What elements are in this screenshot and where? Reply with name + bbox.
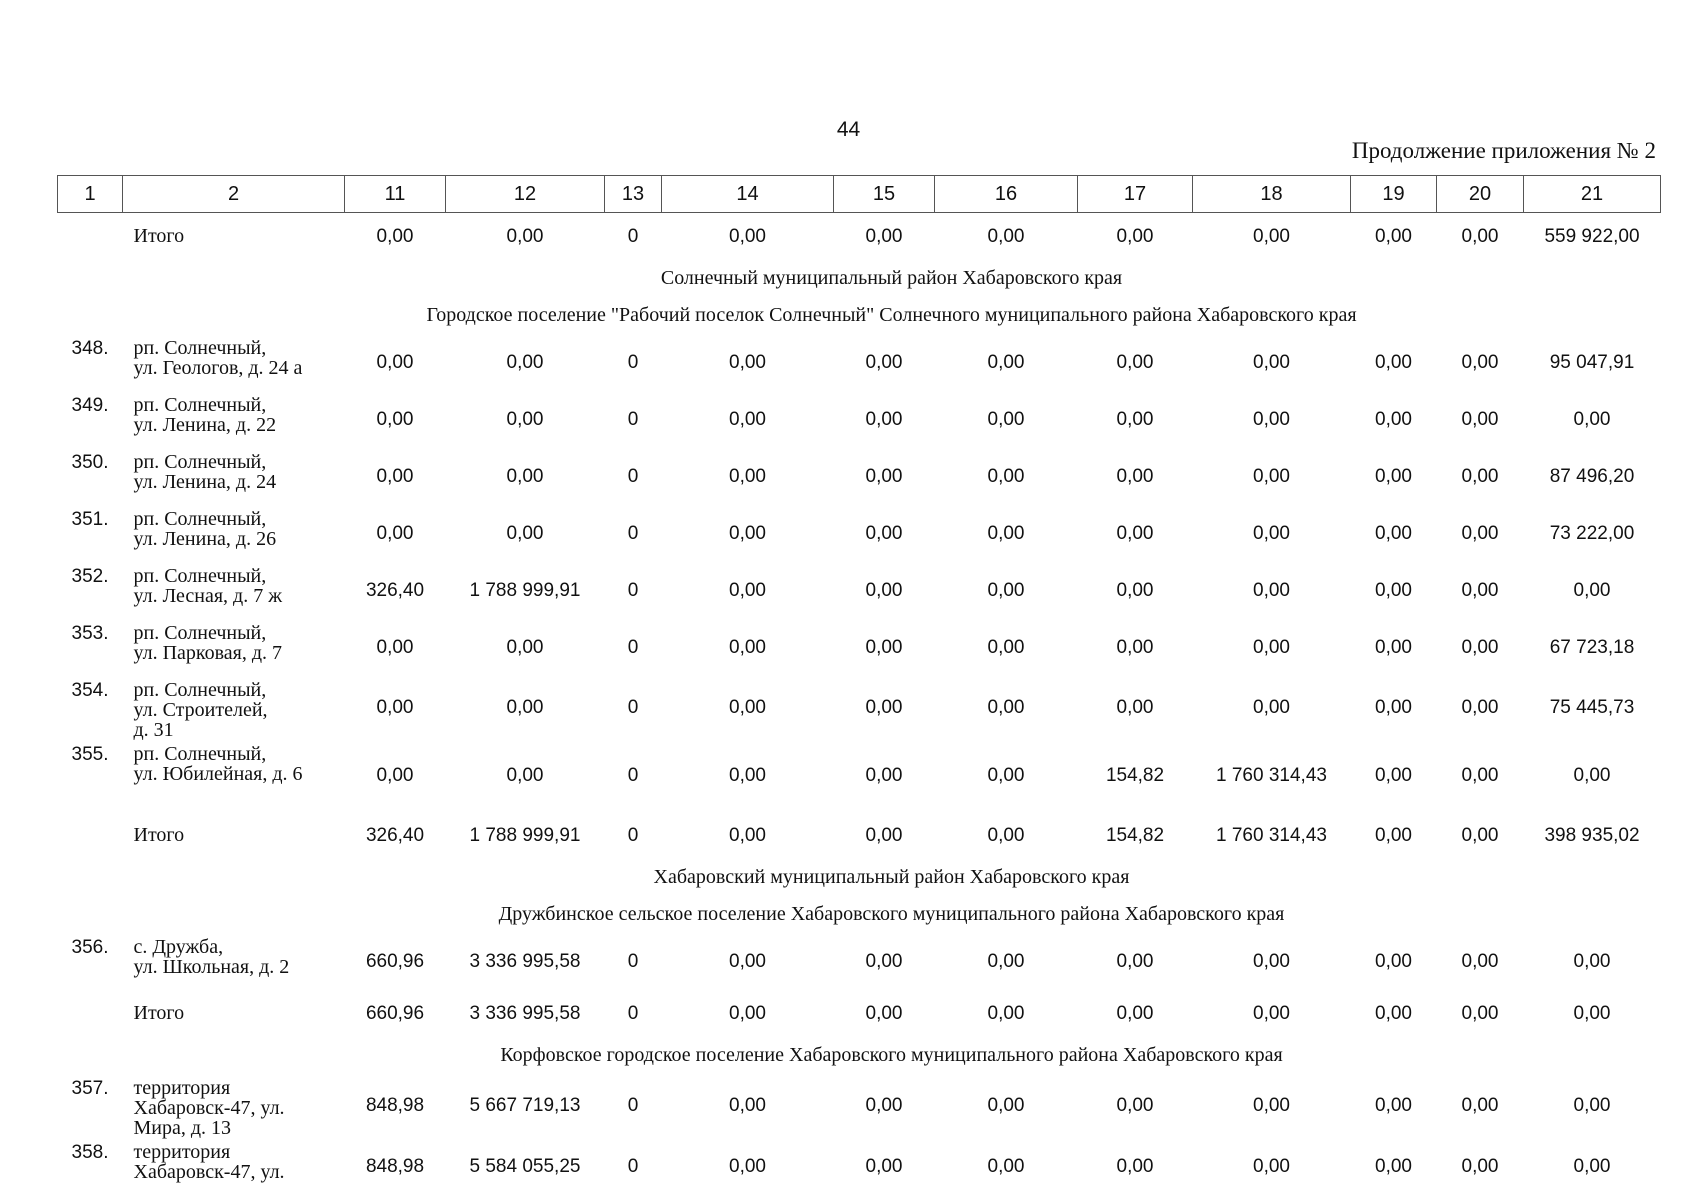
section-title: Солнечный муниципальный район Хабаровского края <box>660 267 1123 289</box>
value-cell: 0,00 <box>376 351 414 373</box>
address-cell: рп. Солнечный, ул. Юбилейная, д. 6 <box>133 743 303 785</box>
value-cell: 0,00 <box>1375 408 1412 430</box>
value-cell: 67 723,18 <box>1549 636 1635 658</box>
address-cell: с. Дружба, ул. Школьная, д. 2 <box>133 936 290 978</box>
column-header: 15 <box>834 176 935 213</box>
value-cell: 0,00 <box>1253 522 1290 544</box>
value-cell: 0,00 <box>376 465 414 487</box>
value-cell: 0,00 <box>1253 465 1290 487</box>
value-cell: 0,00 <box>1116 465 1154 487</box>
value-cell: 75 445,73 <box>1549 697 1635 718</box>
value-cell: 0,00 <box>729 522 766 544</box>
value-cell: 0,00 <box>865 765 903 786</box>
value-cell: 0,00 <box>1375 1155 1412 1177</box>
value-cell: 0,00 <box>1116 225 1154 247</box>
value-cell: 0,00 <box>376 765 414 786</box>
value-cell: 0,00 <box>1253 408 1290 430</box>
value-cell: 0,00 <box>1461 225 1499 247</box>
value-cell: 0,00 <box>506 522 544 544</box>
address-cell: территория Хабаровск-47, ул. Мира, д. 13 <box>133 1077 285 1139</box>
value-cell: 0 <box>627 697 639 718</box>
value-cell: 0,00 <box>1573 408 1611 430</box>
value-cell: 87 496,20 <box>1549 465 1635 487</box>
value-cell: 660,96 <box>365 950 425 972</box>
appendix-table <box>57 175 1661 1195</box>
row-number: 352. <box>71 566 109 587</box>
table-row <box>58 562 1661 619</box>
total-row <box>58 990 1661 1037</box>
table-row <box>58 1138 1661 1195</box>
value-cell: 0,00 <box>865 465 903 487</box>
column-header: 1 <box>58 176 123 213</box>
value-cell: 0,00 <box>1253 950 1290 972</box>
value-cell: 0,00 <box>987 1002 1025 1024</box>
value-cell: 0,00 <box>1375 225 1412 247</box>
address-cell: территория Хабаровск-47, ул. <box>133 1141 285 1183</box>
value-cell: 0,00 <box>1253 1155 1290 1177</box>
value-cell: 0 <box>627 522 639 544</box>
table-row <box>58 334 1661 391</box>
value-cell: 0,00 <box>1253 636 1290 658</box>
value-cell: 0,00 <box>729 636 766 658</box>
value-cell: 0,00 <box>729 824 766 846</box>
value-cell: 0 <box>627 351 639 373</box>
table-row <box>58 448 1661 505</box>
value-cell: 0,00 <box>987 1155 1025 1177</box>
value-cell: 559 922,00 <box>1544 225 1640 247</box>
row-number: 348. <box>71 338 109 359</box>
value-cell: 0,00 <box>506 408 544 430</box>
value-cell: 0,00 <box>987 697 1025 718</box>
value-cell: 326,40 <box>365 824 425 846</box>
column-header: 13 <box>605 176 662 213</box>
value-cell: 0,00 <box>987 636 1025 658</box>
column-header: 19 <box>1351 176 1437 213</box>
value-cell: 0,00 <box>1573 1155 1611 1177</box>
value-cell: 0,00 <box>506 636 544 658</box>
value-cell: 0,00 <box>729 950 766 972</box>
value-cell: 0,00 <box>376 225 414 247</box>
value-cell: 5 584 055,25 <box>469 1155 581 1177</box>
column-header: 12 <box>446 176 605 213</box>
column-number-header-row <box>58 176 1661 213</box>
value-cell: 0,00 <box>1573 1095 1611 1116</box>
value-cell: 95 047,91 <box>1549 351 1635 373</box>
value-cell: 0 <box>627 1002 639 1024</box>
value-cell: 0,00 <box>506 765 544 786</box>
value-cell: 0,00 <box>1375 522 1412 544</box>
value-cell: 0,00 <box>1253 1095 1290 1116</box>
value-cell: 0,00 <box>1461 1002 1499 1024</box>
value-cell: 0,00 <box>729 765 766 786</box>
page-number: 44 <box>836 118 861 141</box>
value-cell: 0,00 <box>987 225 1025 247</box>
column-header: 20 <box>1437 176 1524 213</box>
total-label: Итого <box>133 1002 185 1024</box>
value-cell: 0,00 <box>729 1095 766 1116</box>
value-cell: 0,00 <box>376 697 414 718</box>
value-cell: 0,00 <box>987 408 1025 430</box>
value-cell: 0,00 <box>1375 636 1412 658</box>
value-cell: 0,00 <box>729 1002 766 1024</box>
value-cell: 0,00 <box>1116 1155 1154 1177</box>
value-cell: 0 <box>627 950 639 972</box>
value-cell: 0,00 <box>865 522 903 544</box>
row-number: 358. <box>71 1142 109 1163</box>
address-cell: рп. Солнечный, ул. Ленина, д. 26 <box>133 508 277 550</box>
value-cell: 0,00 <box>1375 765 1412 786</box>
value-cell: 73 222,00 <box>1549 522 1635 544</box>
value-cell: 0,00 <box>1375 1002 1412 1024</box>
value-cell: 0,00 <box>1375 824 1412 846</box>
value-cell: 0,00 <box>1375 579 1412 601</box>
value-cell: 0 <box>627 465 639 487</box>
value-cell: 0,00 <box>1573 579 1611 601</box>
column-header: 11 <box>345 176 446 213</box>
row-number: 351. <box>71 509 109 530</box>
value-cell: 0,00 <box>865 950 903 972</box>
value-cell: 848,98 <box>365 1095 425 1116</box>
value-cell: 0,00 <box>1116 351 1154 373</box>
value-cell: 0,00 <box>1461 765 1499 786</box>
address-cell: рп. Солнечный, ул. Строителей, д. 31 <box>133 679 268 741</box>
value-cell: 0 <box>627 636 639 658</box>
total-label: Итого <box>133 225 185 247</box>
section-title: Дружбинское сельское поселение Хабаровского муниципального района Хабаровского края <box>498 903 1285 925</box>
value-cell: 0,00 <box>987 465 1025 487</box>
row-number: 354. <box>71 680 109 701</box>
value-cell: 0,00 <box>1116 579 1154 601</box>
value-cell: 0,00 <box>987 1095 1025 1116</box>
row-number: 350. <box>71 452 109 473</box>
value-cell: 0,00 <box>1375 1095 1412 1116</box>
value-cell: 154,82 <box>1105 765 1165 786</box>
value-cell: 0 <box>627 765 639 786</box>
value-cell: 0,00 <box>1375 351 1412 373</box>
value-cell: 0,00 <box>865 824 903 846</box>
value-cell: 326,40 <box>365 579 425 601</box>
value-cell: 0,00 <box>1573 1002 1611 1024</box>
value-cell: 0,00 <box>987 522 1025 544</box>
value-cell: 0,00 <box>729 1155 766 1177</box>
value-cell: 1 760 314,43 <box>1216 765 1327 786</box>
section-title: Хабаровский муниципальный район Хабаровского края <box>653 866 1130 888</box>
value-cell: 0,00 <box>729 225 766 247</box>
value-cell: 0,00 <box>1461 1095 1499 1116</box>
value-cell: 0,00 <box>376 636 414 658</box>
value-cell: 0,00 <box>1573 950 1611 972</box>
value-cell: 0,00 <box>506 351 544 373</box>
value-cell: 0,00 <box>1375 950 1412 972</box>
value-cell: 398 935,02 <box>1544 824 1640 846</box>
section-heading-row <box>58 896 1661 933</box>
total-row <box>58 213 1661 261</box>
value-cell: 0,00 <box>1573 765 1611 786</box>
value-cell: 0 <box>627 225 639 247</box>
value-cell: 0,00 <box>729 408 766 430</box>
value-cell: 0,00 <box>1375 465 1412 487</box>
value-cell: 0,00 <box>1461 1155 1499 1177</box>
section-heading-row <box>58 297 1661 334</box>
row-number: 355. <box>71 744 109 765</box>
column-header: 18 <box>1193 176 1351 213</box>
value-cell: 0 <box>627 1155 639 1177</box>
value-cell: 0,00 <box>1461 351 1499 373</box>
total-row <box>58 812 1661 859</box>
value-cell: 0,00 <box>1461 636 1499 658</box>
value-cell: 0,00 <box>865 225 903 247</box>
value-cell: 0,00 <box>376 522 414 544</box>
value-cell: 0,00 <box>1461 824 1499 846</box>
value-cell: 0,00 <box>1253 1002 1290 1024</box>
value-cell: 0,00 <box>1116 636 1154 658</box>
column-header: 2 <box>123 176 345 213</box>
value-cell: 154,82 <box>1105 824 1165 846</box>
row-number: 353. <box>71 623 109 644</box>
value-cell: 0 <box>627 1095 639 1116</box>
value-cell: 0,00 <box>865 1155 903 1177</box>
section-heading-row <box>58 859 1661 896</box>
column-header: 21 <box>1524 176 1661 213</box>
table-body <box>58 213 1661 1196</box>
table-row <box>58 505 1661 562</box>
value-cell: 0,00 <box>865 1095 903 1116</box>
value-cell: 1 760 314,43 <box>1216 824 1327 846</box>
section-heading-row <box>58 260 1661 297</box>
value-cell: 0,00 <box>1116 697 1154 718</box>
value-cell: 0,00 <box>1461 408 1499 430</box>
value-cell: 1 788 999,91 <box>469 824 581 846</box>
table-row <box>58 933 1661 990</box>
value-cell: 0,00 <box>1116 1002 1154 1024</box>
value-cell: 0,00 <box>1461 522 1499 544</box>
value-cell: 0,00 <box>506 697 544 718</box>
value-cell: 0,00 <box>987 579 1025 601</box>
address-cell: рп. Солнечный, ул. Парковая, д. 7 <box>133 622 283 664</box>
address-cell: рп. Солнечный, ул. Лесная, д. 7 ж <box>133 565 283 607</box>
value-cell: 0,00 <box>506 465 544 487</box>
table-row <box>58 391 1661 448</box>
value-cell: 0,00 <box>729 351 766 373</box>
value-cell: 3 336 995,58 <box>469 1002 581 1024</box>
table-row <box>58 619 1661 676</box>
value-cell: 0,00 <box>1461 579 1499 601</box>
table-row <box>58 676 1661 740</box>
table-row <box>58 1074 1661 1138</box>
value-cell: 0,00 <box>1116 522 1154 544</box>
row-number: 349. <box>71 395 109 416</box>
section-title: Городское поселение "Рабочий поселок Солнечный" Солнечного муниципального района Хабаровского края <box>426 304 1357 326</box>
value-cell: 0,00 <box>1253 225 1290 247</box>
column-header: 17 <box>1078 176 1193 213</box>
column-header: 16 <box>935 176 1078 213</box>
address-cell: рп. Солнечный, ул. Геологов, д. 24 а <box>133 337 303 379</box>
value-cell: 0,00 <box>865 636 903 658</box>
address-cell: рп. Солнечный, ул. Ленина, д. 22 <box>133 394 277 436</box>
section-title: Корфовское городское поселение Хабаровского муниципального района Хабаровского края <box>500 1044 1283 1066</box>
value-cell: 0 <box>627 579 639 601</box>
address-cell: рп. Солнечный, ул. Ленина, д. 24 <box>133 451 277 493</box>
value-cell: 0,00 <box>1461 950 1499 972</box>
value-cell: 0 <box>627 824 639 846</box>
value-cell: 3 336 995,58 <box>469 950 581 972</box>
value-cell: 0,00 <box>1116 408 1154 430</box>
value-cell: 0,00 <box>376 408 414 430</box>
value-cell: 0,00 <box>865 1002 903 1024</box>
total-label: Итого <box>133 824 185 846</box>
value-cell: 660,96 <box>365 1002 425 1024</box>
value-cell: 0 <box>627 408 639 430</box>
value-cell: 0,00 <box>1253 579 1290 601</box>
value-cell: 0,00 <box>1116 1095 1154 1116</box>
row-number: 356. <box>71 937 109 958</box>
value-cell: 0,00 <box>865 697 903 718</box>
value-cell: 0,00 <box>729 697 766 718</box>
value-cell: 5 667 719,13 <box>469 1095 581 1116</box>
column-header: 14 <box>662 176 834 213</box>
value-cell: 0,00 <box>987 765 1025 786</box>
value-cell: 0,00 <box>1253 697 1290 718</box>
value-cell: 0,00 <box>987 351 1025 373</box>
value-cell: 0,00 <box>1461 697 1499 718</box>
value-cell: 0,00 <box>1253 351 1290 373</box>
continuation-heading: Продолжение приложения № 2 <box>1351 138 1656 163</box>
value-cell: 1 788 999,91 <box>469 579 581 601</box>
value-cell: 0,00 <box>987 950 1025 972</box>
value-cell: 848,98 <box>365 1155 425 1177</box>
value-cell: 0,00 <box>865 408 903 430</box>
value-cell: 0,00 <box>1116 950 1154 972</box>
value-cell: 0,00 <box>1461 465 1499 487</box>
value-cell: 0,00 <box>865 579 903 601</box>
value-cell: 0,00 <box>729 465 766 487</box>
value-cell: 0,00 <box>729 579 766 601</box>
value-cell: 0,00 <box>506 225 544 247</box>
value-cell: 0,00 <box>1375 697 1412 718</box>
value-cell: 0,00 <box>865 351 903 373</box>
table-row <box>58 740 1661 812</box>
row-number: 357. <box>71 1078 109 1099</box>
value-cell: 0,00 <box>987 824 1025 846</box>
section-heading-row <box>58 1037 1661 1074</box>
